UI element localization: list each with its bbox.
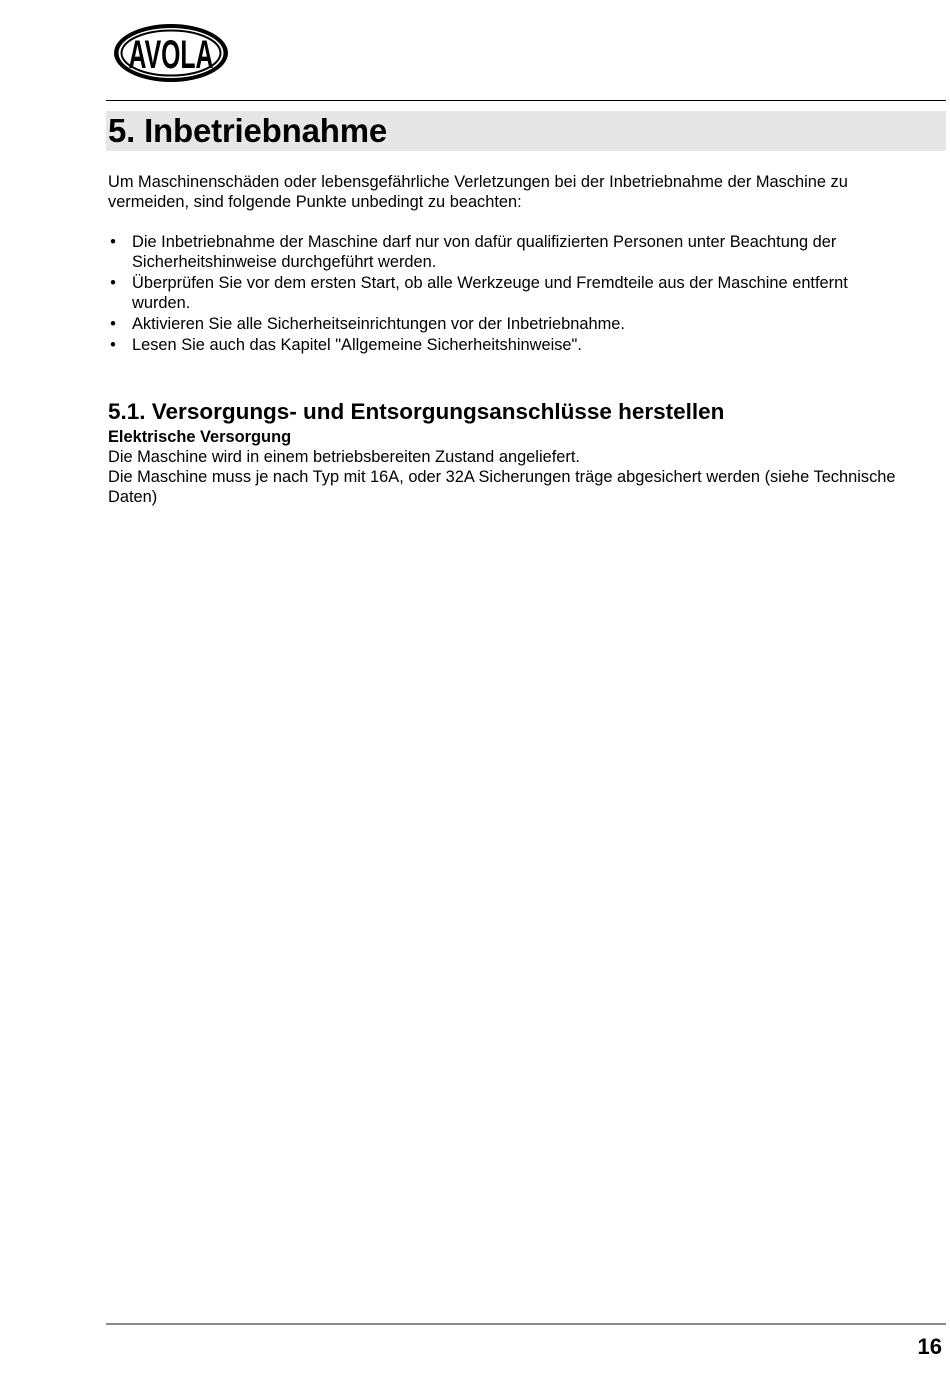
bullet-icon: • (110, 274, 116, 292)
list-item (108, 314, 908, 334)
header-divider (106, 100, 946, 101)
body-paragraph: Die Maschine wird in einem betriebsbereiten Zustand angeliefert. (108, 448, 580, 466)
page-number: 16 (917, 1334, 942, 1359)
bullet-icon: • (110, 336, 116, 354)
list-item-text: Aktivieren Sie alle Sicherheitseinrichtungen vor der Inbetriebnahme. (132, 315, 625, 333)
safety-list (108, 232, 908, 355)
subsection-heading: Elektrische Versorgung (108, 428, 292, 446)
list-item-text: Lesen Sie auch das Kapitel "Allgemeine Sicherheitshinweise". (132, 336, 582, 354)
section-title: 5.1. Versorgungs- und Entsorgungsanschlüsse herstellen (108, 399, 725, 424)
intro-paragraph: Um Maschinenschäden oder lebensgefährliche Verletzungen bei der Inbetriebnahme der Maschine zu vermeiden, sind folgende Punkte unbedingt zu beachten: (108, 173, 848, 211)
body-paragraph: Die Maschine muss je nach Typ mit 16A, oder 32A Sicherungen träge abgesichert werden (siehe Technische Daten) (108, 468, 896, 506)
list-item (108, 335, 908, 355)
avola-logo-icon (112, 22, 230, 84)
chapter-title: 5. Inbetriebnahme (106, 111, 946, 151)
page-content (108, 172, 908, 507)
bullet-icon: • (110, 315, 116, 333)
list-item (108, 232, 908, 272)
svg-text:AVOLA: AVOLA (128, 33, 214, 78)
list-item-text: Die Inbetriebnahme der Maschine darf nur von dafür qualifizierten Personen unter Beachtung der Sicherheitshinweise durchgeführt werden. (132, 233, 837, 271)
bullet-icon: • (110, 233, 116, 251)
list-item-text: Überprüfen Sie vor dem ersten Start, ob alle Werkzeuge und Fremdteile aus der Maschine entfernt wurden. (132, 274, 848, 312)
list-item (108, 273, 908, 313)
footer-divider (106, 1323, 946, 1325)
